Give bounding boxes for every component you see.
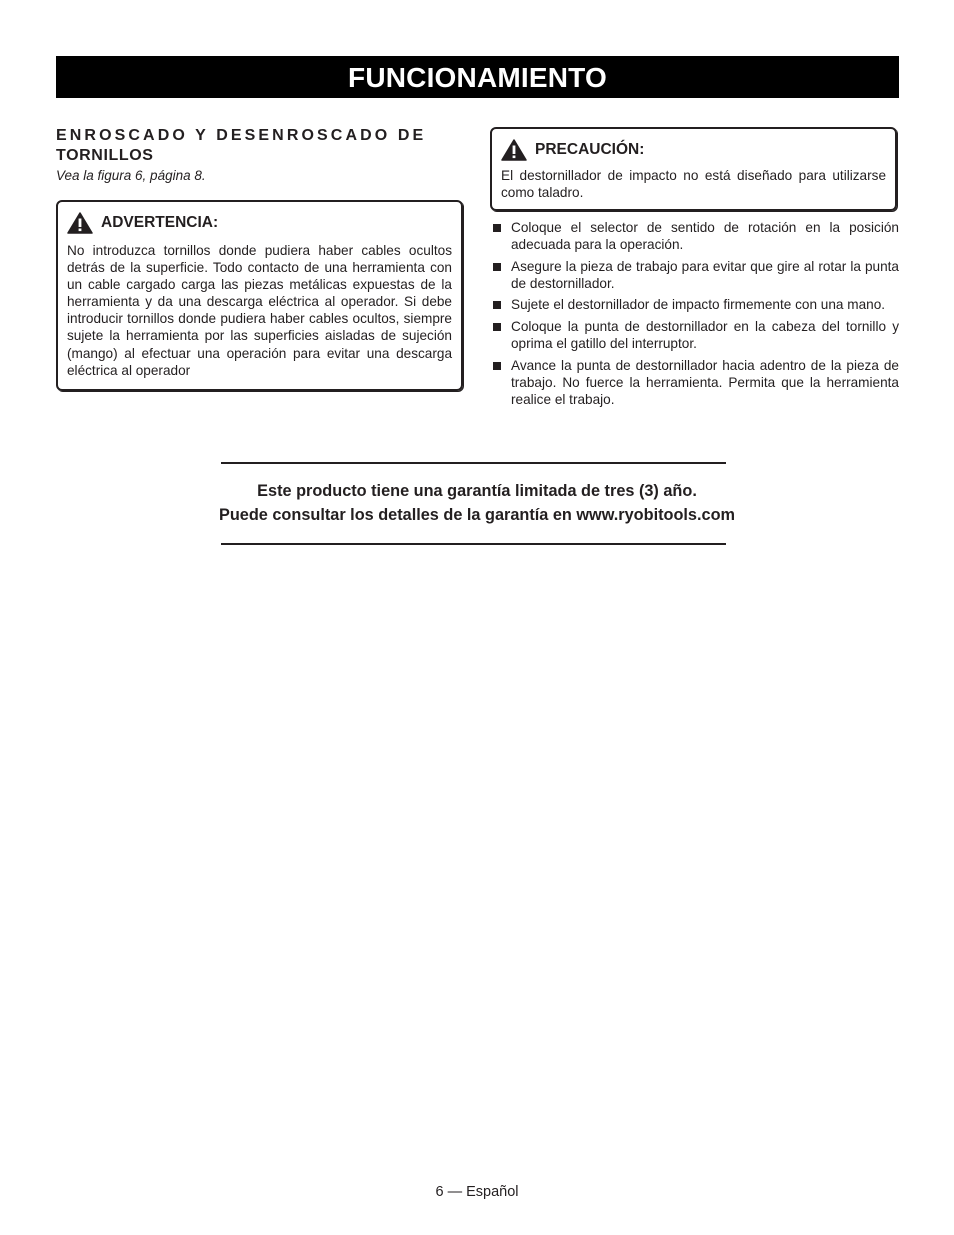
list-item <box>490 258 899 292</box>
section-banner: FUNCIONAMIENTO <box>56 56 899 98</box>
step-text: Avance la punta de destornillador hacia adentro de la pieza de trabajo. No fuerce la herramienta. Permita que la herramienta realice el trabajo. <box>511 357 899 408</box>
square-bullet-icon <box>493 362 501 370</box>
warning-box <box>56 200 463 391</box>
caution-header <box>501 137 886 163</box>
figure-reference: Vea la figura 6, página 8. <box>56 168 206 183</box>
caution-text: El destornillador de impacto no está diseñado para utilizarse como taladro. <box>501 168 886 201</box>
step-text: Asegure la pieza de trabajo para evitar que gire al rotar la punta de destornillador. <box>511 258 899 291</box>
step-text: Coloque el selector de sentido de rotación en la posición adecuada para la operación. <box>511 220 899 253</box>
list-item <box>490 318 899 352</box>
warning-text: No introduzca tornillos donde pudiera haber cables ocultos detrás de la superficie. Todo contacto de una herramienta con un cable cargado carga las piezas metálicas expuestas de la herramienta y da una descarga eléctrica al operador. Si debe introducir tornillos donde pudiera haber cables ocultos, siempre sujete la herramienta por las superficies aisladas de sujeción (mango) al efectuar una operación para evitar una descarga eléctrica al operador <box>67 243 452 378</box>
section-heading-line2: TORNILLOS <box>56 147 154 164</box>
warranty-line1: Este producto tiene una garantía limitada de tres (3) año. <box>257 482 697 500</box>
warning-header <box>67 210 452 236</box>
list-item <box>490 357 899 409</box>
warning-triangle-icon <box>501 139 527 161</box>
warning-title: ADVERTENCIA: <box>101 214 219 231</box>
list-item <box>490 296 899 313</box>
section-heading <box>56 126 464 166</box>
step-text: Coloque la punta de destornillador en la cabeza del tornillo y oprima el gatillo del interruptor. <box>511 318 899 352</box>
square-bullet-icon <box>493 323 501 331</box>
left-column <box>56 126 464 184</box>
square-bullet-icon <box>493 263 501 271</box>
page-number: 6 — Español <box>435 1184 519 1200</box>
caution-title: PRECAUCIÓN: <box>535 141 645 158</box>
step-list <box>490 219 899 413</box>
caution-box <box>490 127 897 211</box>
list-item <box>490 219 899 253</box>
warning-triangle-icon <box>67 212 93 234</box>
section-heading-line1: ENROSCADO Y DESENROSCADO DE <box>56 127 427 144</box>
warranty-notice <box>100 480 854 527</box>
square-bullet-icon <box>493 224 501 232</box>
divider-top <box>221 462 726 464</box>
square-bullet-icon <box>493 301 501 309</box>
step-text: Sujete el destornillador de impacto firmemente con una mano. <box>511 297 886 313</box>
warranty-line2: Puede consultar los detalles de la garantía en www.ryobitools.com <box>218 505 735 524</box>
divider-bottom <box>221 543 726 545</box>
